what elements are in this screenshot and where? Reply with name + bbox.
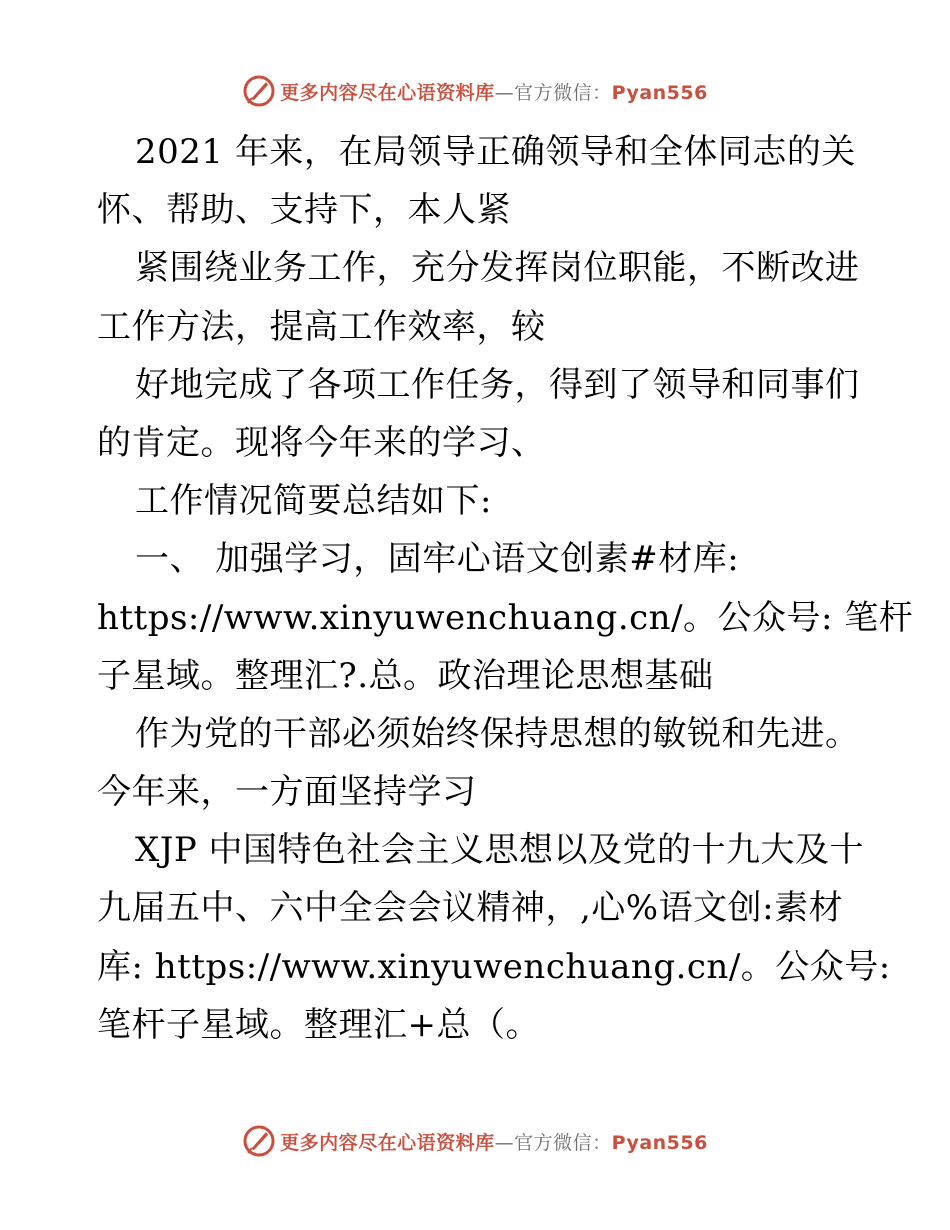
body-line: 好地完成了各项工作任务，得到了领导和同事们 bbox=[135, 364, 860, 405]
body-line: 九届五中、六中全会会议精神，,心%语文创:素材 bbox=[97, 888, 844, 929]
watermark-dash: — bbox=[494, 1131, 515, 1154]
document-body bbox=[97, 123, 914, 1054]
watermark-brand: 更多内容尽在心语资料库 bbox=[280, 81, 495, 104]
body-line: 怀、帮助、支持下，本人紧 bbox=[97, 190, 511, 231]
body-line: 紧围绕业务工作，充分发挥岗位职能，不断改进 bbox=[135, 248, 860, 289]
body-line: 的肯定。现将今年来的学习、 bbox=[97, 422, 546, 463]
watermark-dash: — bbox=[494, 81, 515, 104]
quill-logo-icon bbox=[242, 74, 276, 108]
body-line: 今年来，一方面坚持学习 bbox=[97, 772, 477, 813]
body-line: 库: https://www.xinyuwenchuang.cn/。公众号: bbox=[97, 946, 891, 987]
quill-logo-icon bbox=[242, 1124, 276, 1158]
watermark-text bbox=[280, 1128, 708, 1155]
watermark-brand: 更多内容尽在心语资料库 bbox=[280, 1131, 495, 1154]
watermark-wechat-label: 官方微信： bbox=[514, 1131, 612, 1154]
body-line: XJP 中国特色社会主义思想以及党的十九大及十 bbox=[135, 830, 865, 871]
body-line: 工作方法，提高工作效率，较 bbox=[97, 306, 546, 347]
body-line: 笔杆子星域。整理汇+总（。 bbox=[97, 1004, 540, 1045]
watermark-wechat-id: Pyan556 bbox=[611, 1131, 708, 1154]
header-watermark bbox=[0, 71, 950, 111]
watermark-wechat-id: Pyan556 bbox=[611, 81, 708, 104]
footer-watermark bbox=[0, 1121, 950, 1161]
body-line: 一、 加强学习，固牢心语文创素#材库: bbox=[135, 539, 740, 580]
watermark-text bbox=[280, 78, 708, 105]
body-line: 子星域。整理汇?.总。政治理论思想基础 bbox=[97, 655, 714, 696]
body-line: https://www.xinyuwenchuang.cn/。公众号: 笔杆 bbox=[97, 597, 914, 638]
body-line: 工作情况简要总结如下: bbox=[135, 481, 492, 522]
body-line: 2021 年来，在局领导正确领导和全体同志的关 bbox=[135, 132, 856, 172]
body-line: 作为党的干部必须始终保持思想的敏锐和先进。 bbox=[135, 713, 860, 754]
watermark-wechat-label: 官方微信： bbox=[514, 81, 612, 104]
